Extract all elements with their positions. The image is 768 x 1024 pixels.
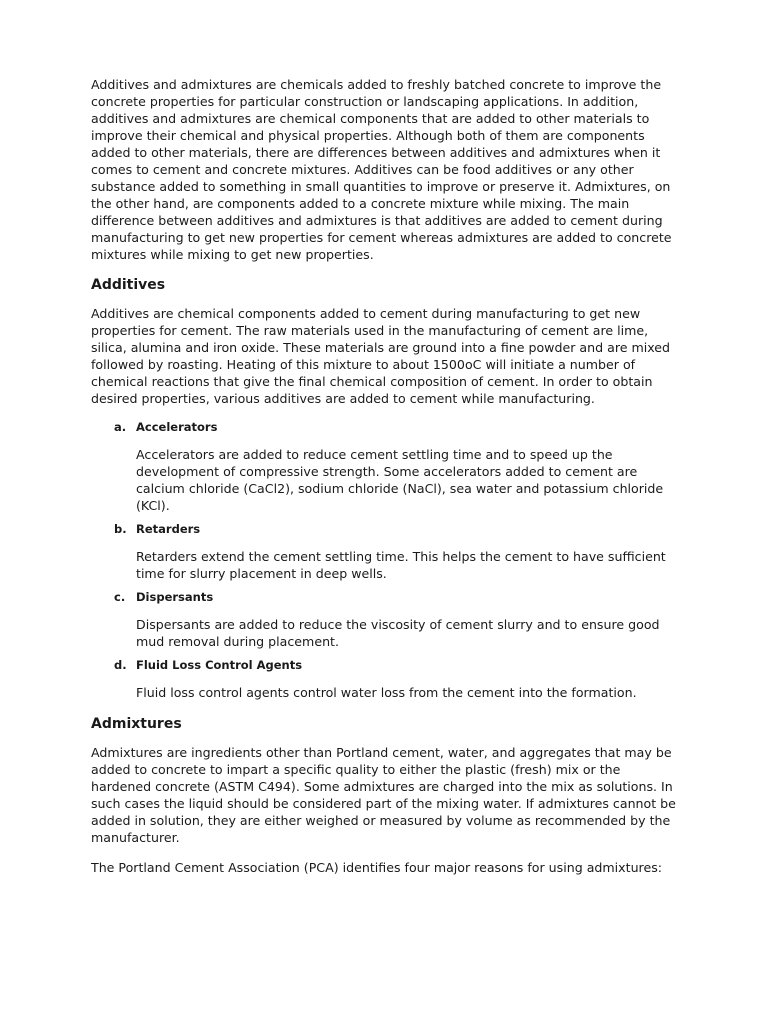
list-item-text: Accelerators are added to reduce cement settling time and to speed up the development of compressive strength. Some accelerators added to cement are calcium chloride (CaCl2), sodium chloride (NaCl), sea water and potassium chloride (KCl). bbox=[136, 447, 664, 513]
list-item-title: Fluid Loss Control Agents bbox=[136, 658, 303, 672]
list-item bbox=[91, 658, 681, 701]
list-item-text: Retarders extend the cement settling time. This helps the cement to have sufficient time for slurry placement in deep wells. bbox=[136, 549, 666, 581]
list-marker: d. bbox=[114, 658, 127, 672]
admixtures-heading: Admixtures bbox=[91, 716, 182, 732]
list-item-title: Retarders bbox=[136, 522, 201, 536]
list-item bbox=[91, 590, 681, 650]
list-item-text: Dispersants are added to reduce the viscosity of cement slurry and to ensure good mud removal during placement. bbox=[136, 617, 660, 649]
admixtures-reasons-paragraph: The Portland Cement Association (PCA) identifies four major reasons for using admixtures: bbox=[91, 860, 663, 875]
intro-paragraph: Additives and admixtures are chemicals added to freshly batched concrete to improve the concrete properties for particular construction or landscaping applications. In addition, additives and admixtures are chemical components that are added to other materials to improve their chemical and physical properties. Although both of them are components added to other materials, there are differences between additives and admixtures when it comes to cement and concrete mixtures. Additives can be food additives or any other substance added to something in small quantities to improve or preserve it. Admixtures, on the other hand, are components added to a concrete mixture while mixing. The main difference between additives and admixtures is that additives are added to cement during manufacturing to get new properties for cement whereas admixtures are added to concrete mixtures while mixing to get new properties. bbox=[91, 77, 672, 262]
additives-heading: Additives bbox=[91, 277, 166, 293]
admixtures-paragraph: Admixtures are ingredients other than Portland cement, water, and aggregates that may be added to concrete to impart a specific quality to either the plastic (fresh) mix or the hardened concrete (ASTM C494). Some admixtures are charged into the mix as solutions. In such cases the liquid should be considered part of the mixing water. If admixtures cannot be added in solution, they are either weighed or measured by volume as recommended by the manufacturer. bbox=[91, 745, 676, 845]
list-item-title: Accelerators bbox=[136, 420, 218, 434]
list-item bbox=[91, 522, 681, 582]
list-marker: c. bbox=[114, 590, 126, 604]
list-item-title: Dispersants bbox=[136, 590, 214, 604]
additives-paragraph: Additives are chemical components added to cement during manufacturing to get new properties for cement. The raw materials used in the manufacturing of cement are lime, silica, alumina and iron oxide. These materials are ground into a fine powder and are mixed followed by roasting. Heating of this mixture to about 1500oC will initiate a number of chemical reactions that give the final chemical composition of cement. In order to obtain desired properties, various additives are added to cement while manufacturing. bbox=[91, 306, 671, 406]
document-page bbox=[91, 76, 681, 876]
list-marker: b. bbox=[114, 522, 127, 536]
list-item bbox=[91, 420, 681, 514]
list-item-text: Fluid loss control agents control water loss from the cement into the formation. bbox=[136, 685, 637, 700]
additives-list bbox=[91, 420, 681, 701]
list-marker: a. bbox=[114, 420, 127, 434]
